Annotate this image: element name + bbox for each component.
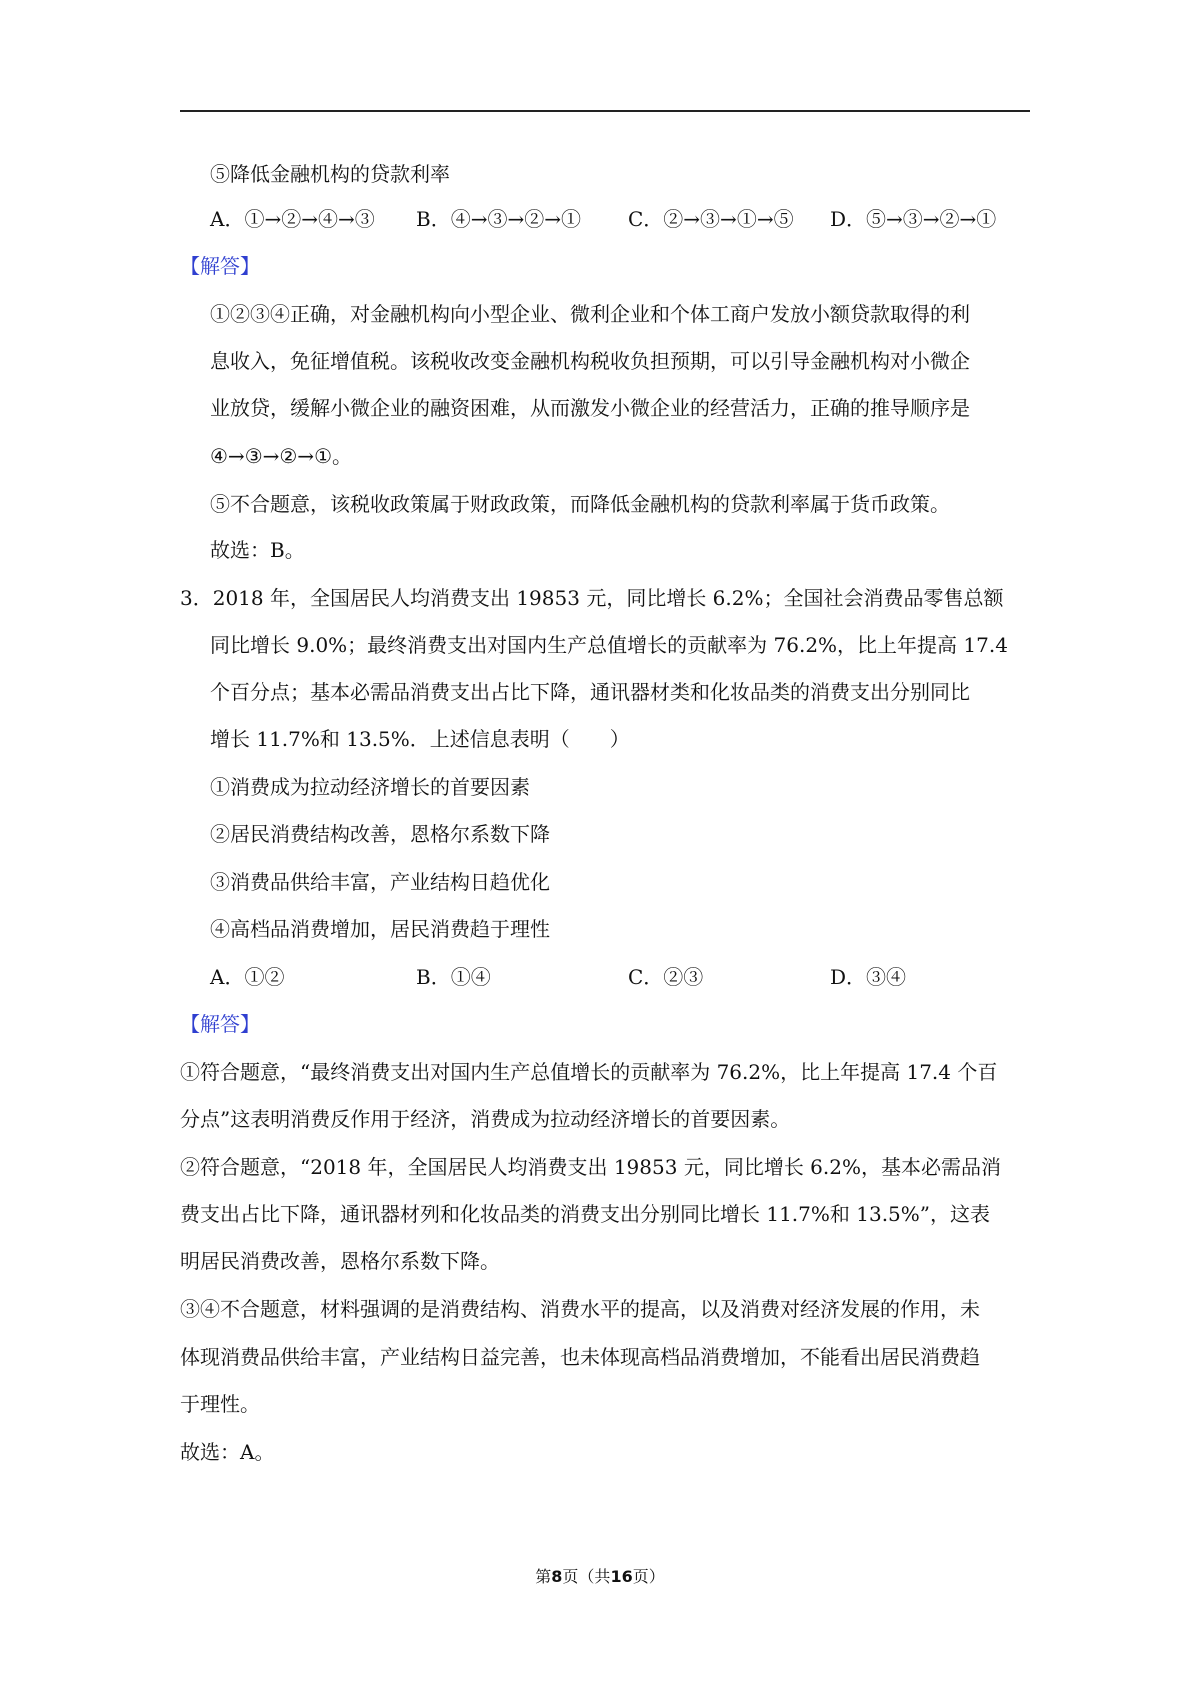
q3-item-1: ①消费成为拉动经济增长的首要因素 <box>210 775 530 799</box>
footer-prefix: 第 <box>535 1567 552 1586</box>
q3-stem-line: 个百分点；基本必需品消费支出占比下降，通讯器材类和化妆品类的消费支出分别同比 <box>210 680 970 704</box>
q3-item-2: ②居民消费结构改善，恩格尔系数下降 <box>210 822 550 846</box>
q2-option-c: C．②→③→①→⑤ <box>628 207 794 231</box>
q3-answer-line: ③④不合题意，材料强调的是消费结构、消费水平的提高，以及消费对经济发展的作用，未 <box>180 1297 980 1321</box>
q3-answer-line: 于理性。 <box>180 1392 260 1416</box>
q3-answer-line: 费支出占比下降，通讯器材列和化妆品类的消费支出分别同比增长 11.7%和 13.5%”，这表 <box>180 1202 991 1226</box>
q3-option-a: A．①② <box>210 965 285 989</box>
q2-answer-line: 息收入，免征增值税。该税收改变金融机构税收负担预期，可以引导金融机构对小微企 <box>210 349 970 373</box>
q3-item-4: ④高档品消费增加，居民消费趋于理性 <box>210 917 550 941</box>
q3-item-3: ③消费品供给丰富，产业结构日趋优化 <box>210 870 550 894</box>
page-footer <box>0 1566 1200 1588</box>
q2-option-d: D．⑤→③→②→① <box>830 207 997 231</box>
q3-answer-title: 【解答】 <box>180 1012 260 1036</box>
q2-answer-line: 故选：B。 <box>210 538 305 562</box>
q3-option-b: B．①④ <box>416 965 491 989</box>
footer-suffix: 页） <box>632 1567 665 1586</box>
q3-option-c: C．②③ <box>628 965 704 989</box>
q2-answer-line: ①②③④正确，对金融机构向小型企业、微利企业和个体工商户发放小额贷款取得的利 <box>210 302 970 326</box>
q3-stem-line: 增长 11.7%和 13.5%．上述信息表明（ ） <box>210 727 630 751</box>
q3-stem-line: 3．2018 年，全国居民人均消费支出 19853 元，同比增长 6.2%；全国社会消费品零售总额 <box>180 586 1004 610</box>
q2-answer-title: 【解答】 <box>180 254 260 278</box>
q3-answer-line: ①符合题意，“最终消费支出对国内生产总值增长的贡献率为 76.2%，比上年提高 17.4 个百 <box>180 1060 998 1084</box>
q3-answer-line: 故选：A。 <box>180 1440 275 1464</box>
q3-answer-line: 体现消费品供给丰富，产业结构日益完善，也未体现高档品消费增加，不能看出居民消费趋 <box>180 1345 980 1369</box>
q3-answer-line: 分点”这表明消费反作用于经济，消费成为拉动经济增长的首要因素。 <box>180 1107 791 1131</box>
q3-stem-line: 同比增长 9.0%；最终消费支出对国内生产总值增长的贡献率为 76.2%，比上年提高 17.4 <box>210 633 1008 657</box>
q2-item-5: ⑤降低金融机构的贷款利率 <box>210 162 450 186</box>
q3-answer-line: ②符合题意，“2018 年，全国居民人均消费支出 19853 元，同比增长 6.2%，基本必需品消 <box>180 1155 1001 1179</box>
q3-option-d: D．③④ <box>830 965 907 989</box>
q2-option-b: B．④→③→②→① <box>416 207 581 231</box>
q2-answer-line: 业放贷，缓解小微企业的融资困难，从而激发小微企业的经营活力，正确的推导顺序是 <box>210 396 970 420</box>
footer-total-pages: 16 <box>610 1567 633 1586</box>
footer-middle: 页（共 <box>562 1567 611 1586</box>
q3-answer-line: 明居民消费改善，恩格尔系数下降。 <box>180 1249 500 1273</box>
header-rule <box>180 110 1030 112</box>
footer-page-number: 8 <box>551 1567 563 1586</box>
q2-answer-line: ④→③→②→①。 <box>210 444 352 468</box>
q2-answer-line: ⑤不合题意，该税收政策属于财政政策，而降低金融机构的贷款利率属于货币政策。 <box>210 492 950 516</box>
q2-option-a: A．①→②→④→③ <box>210 207 375 231</box>
